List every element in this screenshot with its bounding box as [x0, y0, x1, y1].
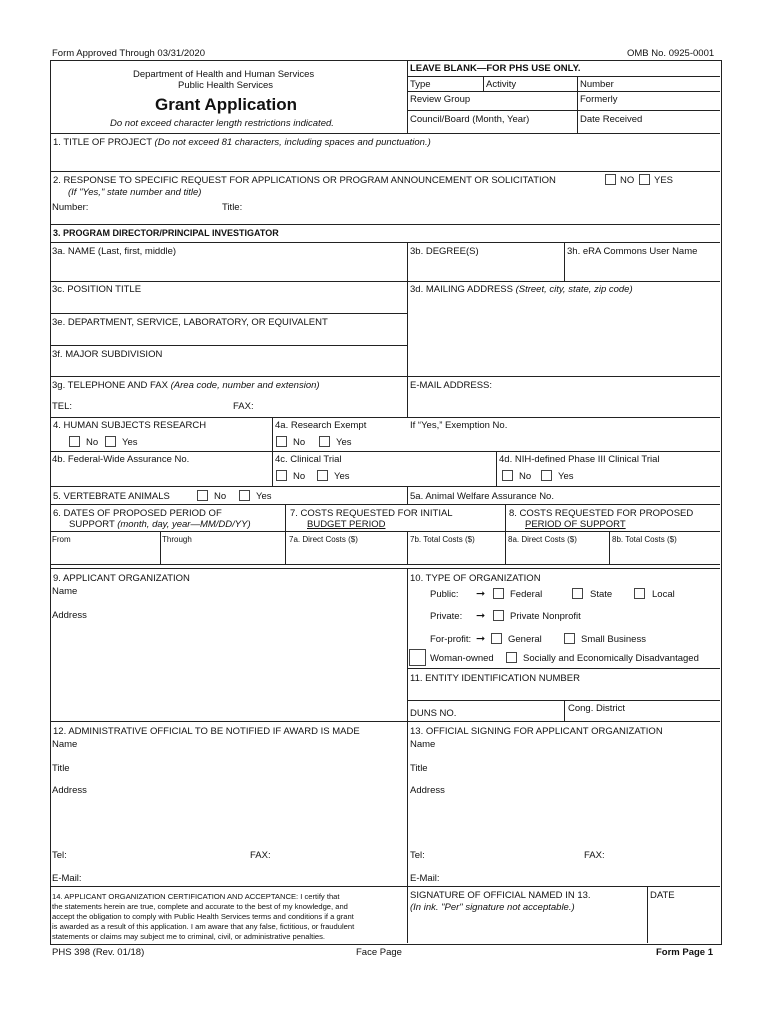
federal-label: Federal [510, 589, 543, 600]
exempt-no-label: No [293, 437, 306, 448]
phase3-yes-checkbox[interactable] [541, 470, 552, 481]
disadvantaged-checkbox[interactable] [506, 652, 517, 663]
small-business-label: Small Business [581, 634, 646, 645]
signing-name-label: Name [410, 739, 436, 750]
exempt-yes-checkbox[interactable] [319, 436, 330, 447]
nonprofit-label: Private Nonprofit [510, 611, 581, 622]
form-approved-date: Form Approved Through 03/31/2020 [52, 48, 205, 59]
rfa-label: 2. RESPONSE TO SPECIFIC REQUEST FOR APPLICATIONS OR PROGRAM ANNOUNCEMENT OR SOLICITATION [53, 175, 556, 186]
number-label: Number [580, 79, 614, 90]
rfa-yes-checkbox[interactable] [639, 174, 650, 185]
direct-costs-7a-label: 7a. Direct Costs ($) [289, 535, 358, 544]
phase3-no-label: No [519, 471, 532, 482]
admin-title-label: Title [52, 763, 70, 774]
small-business-checkbox[interactable] [564, 633, 575, 644]
federal-checkbox[interactable] [493, 588, 504, 599]
general-checkbox[interactable] [491, 633, 502, 644]
through-label: Through [162, 535, 192, 544]
admin-address-label: Address [52, 785, 87, 796]
phs-name: Public Health Services [178, 80, 274, 91]
signing-title-label: Title [410, 763, 428, 774]
project-title-label: 1. TITLE OF PROJECT (Do not exceed 81 characters, including spaces and punctuation.) [53, 137, 431, 148]
duns-label: DUNS NO. [410, 708, 457, 719]
date-label: DATE [650, 890, 675, 901]
applicant-name-label: Name [52, 586, 78, 597]
forprofit-arrow-icon: ➞ [476, 633, 486, 645]
research-exempt-label: 4a. Research Exempt [275, 420, 367, 431]
page-number: Form Page 1 [656, 947, 714, 958]
clinical-yes-checkbox[interactable] [317, 470, 328, 481]
signing-email-label: E-Mail: [410, 873, 440, 884]
signing-official-label: 13. OFFICIAL SIGNING FOR APPLICANT ORGANIZATION [410, 726, 663, 737]
rfa-note: (If "Yes," state number and title) [68, 187, 202, 198]
animal-welfare-label: 5a. Animal Welfare Assurance No. [410, 491, 554, 502]
local-checkbox[interactable] [634, 588, 645, 599]
exempt-no-checkbox[interactable] [276, 436, 287, 447]
forprofit-label: For-profit: [430, 634, 472, 645]
local-label: Local [652, 589, 675, 600]
phase3-no-checkbox[interactable] [502, 470, 513, 481]
position-title-label: 3c. POSITION TITLE [52, 284, 142, 295]
omb-number: OMB No. 0925-0001 [627, 48, 715, 59]
entity-id-label: 11. ENTITY IDENTIFICATION NUMBER [410, 673, 580, 684]
dates-label-1: 6. DATES OF PROPOSED PERIOD OF [53, 508, 222, 519]
direct-costs-8a-label: 8a. Direct Costs ($) [508, 535, 577, 544]
council-label: Council/Board (Month, Year) [410, 114, 530, 125]
state-label: State [590, 589, 613, 600]
exemption-number-label: If “Yes,” Exemption No. [410, 420, 508, 431]
type-label: Type [410, 79, 431, 90]
era-label: 3h. eRA Commons User Name [567, 246, 698, 257]
rfa-yes-label: YES [654, 175, 674, 186]
org-type-label: 10. TYPE OF ORGANIZATION [410, 573, 541, 584]
certification-line-4: is awarded as a result of this application. I am aware that any false, fictitious, or fraudulent [52, 922, 355, 931]
pi-name-label: 3a. NAME (Last, first, middle) [52, 246, 177, 257]
human-no-checkbox[interactable] [69, 436, 80, 447]
department-label: 3e. DEPARTMENT, SERVICE, LABORATORY, OR EQUIVALENT [52, 317, 328, 328]
private-label: Private: [430, 611, 463, 622]
signing-fax-label: FAX: [584, 850, 605, 861]
private-arrow-icon: ➞ [476, 610, 486, 622]
vertebrate-yes-label: Yes [256, 491, 272, 502]
degree-label: 3b. DEGREE(S) [410, 246, 479, 257]
state-checkbox[interactable] [572, 588, 583, 599]
form-title: Grant Application [155, 95, 297, 114]
costs-proposed-label-2: PERIOD OF SUPPORT [525, 519, 626, 530]
vertebrate-no-checkbox[interactable] [197, 490, 208, 501]
disadvantaged-label: Socially and Economically Disadvantaged [523, 653, 699, 664]
admin-official-label: 12. ADMINISTRATIVE OFFICIAL TO BE NOTIFIED IF AWARD IS MADE [53, 726, 360, 737]
applicant-org-label: 9. APPLICANT ORGANIZATION [53, 573, 190, 584]
rfa-no-checkbox[interactable] [605, 174, 616, 185]
activity-label: Activity [486, 79, 517, 90]
costs-initial-label-1: 7. COSTS REQUESTED FOR INITIAL [290, 508, 453, 519]
admin-tel-label: Tel: [52, 850, 67, 861]
char-limit-note: Do not exceed character length restrictions indicated. [110, 118, 334, 129]
woman-owned-label: Woman-owned [430, 653, 494, 664]
total-costs-7b-label: 7b. Total Costs ($) [410, 535, 475, 544]
rfa-number-label: Number: [52, 202, 89, 213]
rfa-title-label: Title: [222, 202, 243, 213]
phase3-label: 4d. NIH-defined Phase III Clinical Trial [499, 454, 660, 465]
public-arrow-icon: ➞ [476, 588, 486, 600]
formerly-label: Formerly [580, 94, 618, 105]
clinical-yes-label: Yes [334, 471, 350, 482]
certification-line-3: accept the obligation to comply with Public Health Services terms and conditions if a grant [52, 912, 354, 921]
dates-label-2: SUPPORT (month, day, year—MM/DD/YY) [69, 519, 251, 530]
certification-line-5: statements or claims may subject me to criminal, civil, or administrative penalties. [52, 932, 326, 941]
face-page-label: Face Page [356, 947, 402, 958]
woman-owned-checkbox[interactable] [409, 649, 426, 666]
certification-line-1: 14. APPLICANT ORGANIZATION CERTIFICATION AND ACCEPTANCE: I certify that [52, 892, 340, 901]
pi-heading: 3. PROGRAM DIRECTOR/PRINCIPAL INVESTIGATOR [53, 228, 279, 238]
cong-district-label: Cong. District [568, 703, 626, 714]
clinical-no-label: No [293, 471, 306, 482]
rfa-no-label: NO [620, 175, 635, 186]
applicant-address-label: Address [52, 610, 87, 621]
fwa-label: 4b. Federal-Wide Assurance No. [52, 454, 190, 465]
admin-email-label: E-Mail: [52, 873, 82, 884]
review-group-label: Review Group [410, 94, 471, 105]
total-costs-8b-label: 8b. Total Costs ($) [612, 535, 677, 544]
admin-fax-label: FAX: [250, 850, 271, 861]
human-subjects-label: 4. HUMAN SUBJECTS RESEARCH [53, 420, 207, 431]
leave-blank-title: LEAVE BLANK—FOR PHS USE ONLY. [410, 63, 581, 74]
public-label: Public: [430, 589, 459, 600]
signing-address-label: Address [410, 785, 445, 796]
clinical-no-checkbox[interactable] [276, 470, 287, 481]
human-yes-label: Yes [122, 437, 138, 448]
human-yes-checkbox[interactable] [105, 436, 116, 447]
fax-label: FAX: [233, 401, 254, 412]
mailing-address-label: 3d. MAILING ADDRESS (Street, city, state, zip code) [410, 284, 633, 295]
vertebrate-label: 5. VERTEBRATE ANIMALS [53, 491, 170, 502]
date-received-label: Date Received [580, 114, 643, 125]
tel-label: TEL: [52, 401, 73, 412]
telephone-label: 3g. TELEPHONE AND FAX (Area code, number and extension) [52, 380, 320, 391]
nonprofit-checkbox[interactable] [493, 610, 504, 621]
phase3-yes-label: Yes [558, 471, 574, 482]
human-no-label: No [86, 437, 99, 448]
email-label: E-MAIL ADDRESS: [410, 380, 493, 391]
major-subdivision-label: 3f. MAJOR SUBDIVISION [52, 349, 163, 360]
form-number: PHS 398 (Rev. 01/18) [52, 947, 145, 958]
from-label: From [52, 535, 71, 544]
signature-label: SIGNATURE OF OFFICIAL NAMED IN 13. [410, 890, 591, 901]
certification-line-2: the statements herein are true, complete and accurate to the best of my knowledge, and [52, 902, 348, 911]
clinical-trial-label: 4c. Clinical Trial [275, 454, 342, 465]
dept-name: Department of Health and Human Services [133, 69, 315, 80]
signature-note: (In ink. "Per" signature not acceptable.) [410, 902, 575, 913]
exempt-yes-label: Yes [336, 437, 352, 448]
general-label: General [508, 634, 542, 645]
signing-tel-label: Tel: [410, 850, 425, 861]
admin-name-label: Name [52, 739, 78, 750]
vertebrate-yes-checkbox[interactable] [239, 490, 250, 501]
vertebrate-no-label: No [214, 491, 227, 502]
costs-proposed-label-1: 8. COSTS REQUESTED FOR PROPOSED [509, 508, 694, 519]
costs-initial-label-2: BUDGET PERIOD [307, 519, 386, 530]
